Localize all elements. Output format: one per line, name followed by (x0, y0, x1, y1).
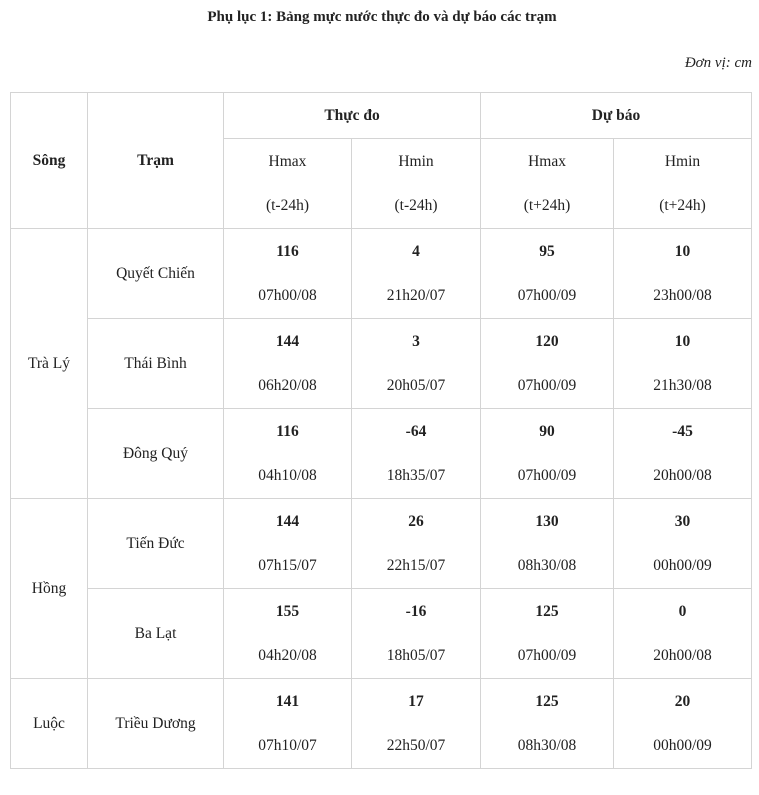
value-cell (224, 319, 352, 409)
value-cell (481, 679, 614, 769)
station-cell: Thái Bình (88, 319, 224, 409)
station-cell: Đông Quý (88, 409, 224, 499)
header-forecast-hmin (614, 139, 752, 229)
level-time: 22h50/07 (386, 736, 446, 754)
level-time: 04h10/08 (258, 466, 317, 484)
hmin-label: Hmin (398, 152, 434, 170)
value-cell (352, 499, 481, 589)
level-time: 07h10/07 (258, 736, 317, 754)
level-value: 0 (678, 602, 687, 620)
level-value: 17 (408, 692, 424, 710)
level-value: 30 (674, 512, 691, 530)
value-cell (352, 319, 481, 409)
level-value: 95 (539, 242, 555, 260)
level-time: 20h00/08 (653, 646, 712, 664)
level-value: -64 (405, 422, 427, 440)
level-value: 155 (275, 602, 300, 620)
level-time: 06h20/08 (258, 376, 317, 394)
level-value: -45 (672, 422, 693, 440)
value-cell (481, 409, 614, 499)
level-time: 20h05/07 (386, 376, 446, 394)
station-cell: Triều Dương (88, 679, 224, 769)
value-cell (224, 679, 352, 769)
hmax-label: Hmax (528, 152, 566, 170)
level-time: 22h15/07 (386, 556, 446, 574)
station-cell: Quyết Chiến (88, 229, 224, 319)
level-time: 00h00/09 (653, 556, 712, 574)
time-window-label: (t+24h) (659, 196, 706, 214)
value-cell (352, 679, 481, 769)
table-row (11, 589, 752, 679)
level-value: 20 (674, 692, 691, 710)
level-time: 07h00/09 (517, 466, 577, 484)
level-value: -16 (405, 602, 427, 620)
value-cell (224, 589, 352, 679)
level-value: 3 (412, 332, 420, 350)
level-value: 4 (412, 242, 420, 260)
header-measured: Thực đo (224, 93, 481, 139)
river-cell: Hồng (11, 499, 88, 679)
level-value: 144 (275, 332, 300, 350)
table-row (11, 319, 752, 409)
header-measured-hmax (224, 139, 352, 229)
level-value: 10 (674, 242, 691, 260)
table-row (11, 409, 752, 499)
level-time: 18h35/07 (386, 466, 446, 484)
time-window-label: (t+24h) (523, 196, 571, 214)
hmax-label: Hmax (268, 152, 307, 170)
header-forecast: Dự báo (481, 93, 752, 139)
header-station: Trạm (88, 93, 224, 229)
value-cell (614, 589, 752, 679)
value-cell (614, 409, 752, 499)
value-cell (481, 589, 614, 679)
unit-note: Đơn vị: cm (684, 55, 752, 71)
station-cell: Tiến Đức (88, 499, 224, 589)
value-cell (224, 229, 352, 319)
value-cell (481, 229, 614, 319)
level-time: 00h00/09 (653, 736, 712, 754)
value-cell (352, 409, 481, 499)
level-value: 125 (535, 692, 559, 710)
value-cell (224, 499, 352, 589)
level-time: 20h00/08 (653, 466, 712, 484)
station-cell: Ba Lạt (88, 589, 224, 679)
level-value: 120 (535, 332, 559, 350)
value-cell (224, 409, 352, 499)
time-window-label: (t-24h) (265, 196, 310, 214)
level-value: 144 (275, 512, 300, 530)
value-cell (352, 229, 481, 319)
value-cell (614, 679, 752, 769)
water-level-table (10, 92, 752, 769)
value-cell (614, 319, 752, 409)
level-time: 18h05/07 (386, 646, 446, 664)
level-time: 08h30/08 (517, 556, 577, 574)
table-row (11, 499, 752, 589)
level-value: 141 (275, 692, 300, 710)
river-cell: Trà Lý (11, 229, 88, 499)
header-river: Sông (11, 93, 88, 229)
level-value: 26 (408, 512, 424, 530)
level-value: 116 (276, 422, 299, 440)
level-time: 07h00/08 (258, 286, 317, 304)
value-cell (614, 229, 752, 319)
value-cell (481, 319, 614, 409)
level-value: 10 (674, 332, 691, 350)
hmin-label: Hmin (664, 152, 701, 170)
level-time: 21h30/08 (653, 376, 712, 394)
document-title: Phụ lục 1: Bảng mực nước thực đo và dự báo các trạm (207, 9, 557, 25)
table-row (11, 679, 752, 769)
level-time: 04h20/08 (258, 646, 317, 664)
header-forecast-hmax (481, 139, 614, 229)
level-time: 07h00/09 (517, 286, 577, 304)
value-cell (481, 499, 614, 589)
level-time: 07h00/09 (517, 646, 577, 664)
level-time: 23h00/08 (653, 286, 712, 304)
level-value: 90 (539, 422, 555, 440)
level-value: 130 (535, 512, 559, 530)
level-time: 07h00/09 (517, 376, 577, 394)
level-value: 116 (276, 242, 299, 260)
level-time: 08h30/08 (517, 736, 577, 754)
level-value: 125 (535, 602, 559, 620)
value-cell (614, 499, 752, 589)
table-row (11, 229, 752, 319)
header-measured-hmin (352, 139, 481, 229)
level-time: 07h15/07 (258, 556, 317, 574)
time-window-label: (t-24h) (394, 196, 438, 214)
level-time: 21h20/07 (386, 286, 446, 304)
river-cell: Luộc (11, 679, 88, 769)
value-cell (352, 589, 481, 679)
